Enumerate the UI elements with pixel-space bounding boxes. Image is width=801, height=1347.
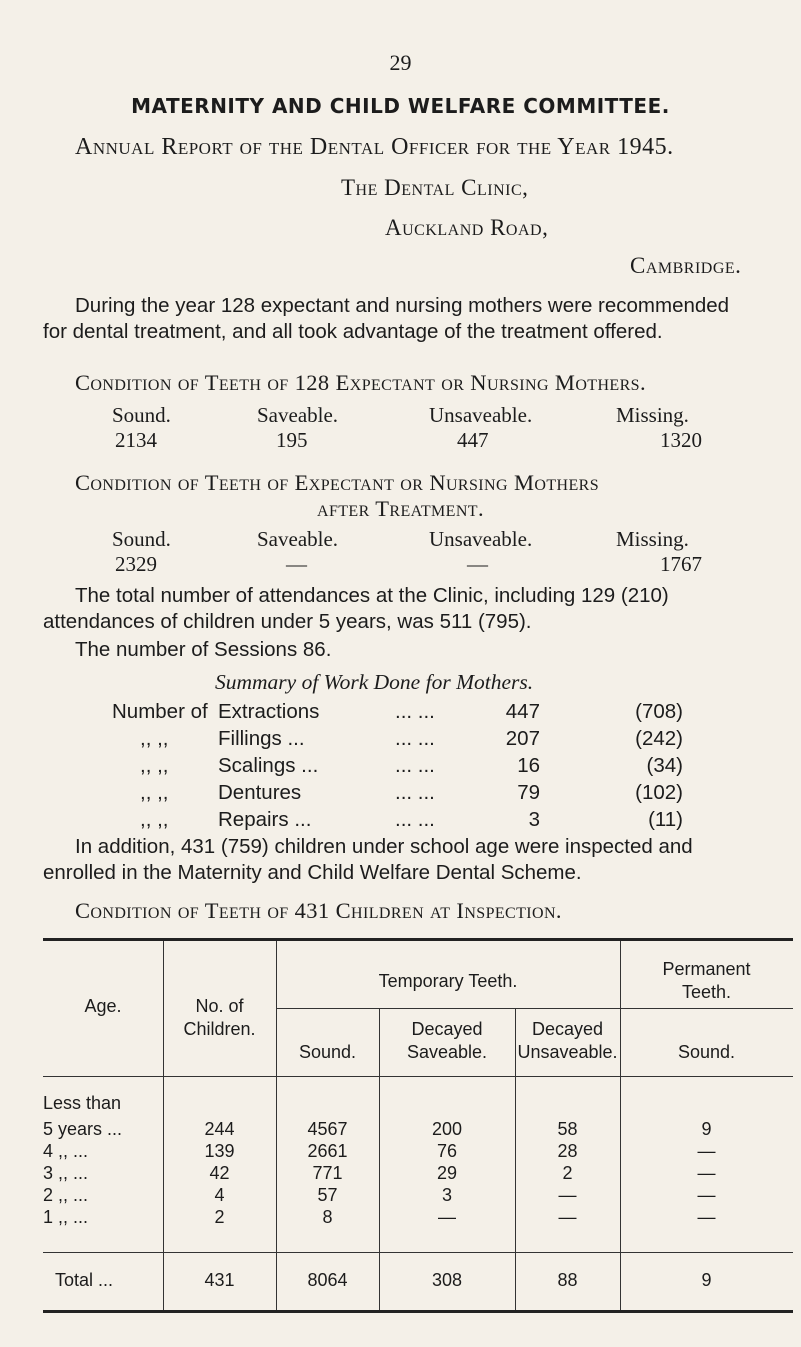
before-value-sound: 2134 — [115, 428, 157, 452]
after-label-missing: Missing. — [616, 527, 689, 551]
summary-item: Fillings ... — [218, 727, 305, 750]
sessions-line: The number of Sessions 86. — [75, 638, 332, 661]
summary-prefix: ,, ,, — [140, 808, 169, 831]
summary-item: Dentures — [218, 781, 302, 804]
summary-value: 447 — [505, 700, 540, 723]
summary-prev: (708) — [635, 700, 683, 723]
table-top-rule — [43, 938, 793, 941]
cell-age: 4 ,, ... — [43, 1141, 89, 1161]
cell-age: 5 years ... — [43, 1119, 123, 1139]
cell-total-label: Total ... — [55, 1270, 114, 1290]
before-label-saveable: Saveable. — [257, 403, 339, 427]
cell-sound: 771 — [312, 1163, 343, 1183]
cell-children: 139 — [204, 1141, 235, 1161]
summary-dots: ... ... — [395, 727, 435, 750]
after-value-missing: 1767 — [660, 552, 702, 576]
summary-value: 79 — [517, 781, 540, 804]
after-label-sound: Sound. — [112, 527, 171, 551]
after-label-saveable: Saveable. — [257, 527, 339, 551]
header-children-2: Children. — [183, 1019, 256, 1039]
after-value-sound: 2329 — [115, 552, 157, 576]
summary-prev: (11) — [648, 808, 683, 831]
page-number: 29 — [389, 50, 412, 75]
subheader-decayed-unsaveable-2: Unsaveable. — [517, 1042, 618, 1062]
cell-sound: 2661 — [307, 1141, 348, 1161]
condition-before-heading: Condition of Teeth of 128 Expectant or Nursing Mothers. — [75, 370, 646, 395]
cell-decayed-saveable: 3 — [441, 1185, 452, 1205]
summary-dots: ... ... — [395, 700, 435, 723]
cell-total-sound: 8064 — [307, 1270, 348, 1290]
cell-decayed-saveable: 200 — [431, 1119, 463, 1139]
cell-decayed-saveable: 76 — [436, 1141, 458, 1161]
after-label-unsaveable: Unsaveable. — [429, 527, 533, 551]
cell-age: 2 ,, ... — [43, 1185, 89, 1205]
cell-decayed-saveable: — — [438, 1207, 456, 1227]
subheader-decayed-saveable-2: Saveable. — [406, 1042, 488, 1062]
age-less-than: Less than — [43, 1093, 122, 1113]
header-children-1: No. of — [195, 996, 244, 1016]
cell-children: 42 — [209, 1163, 230, 1183]
condition-after-heading: Condition of Teeth of Expectant or Nursing Mothers — [75, 470, 599, 495]
cell-permanent-sound: — — [697, 1185, 716, 1205]
table-header-divider — [276, 1008, 793, 1009]
cell-sound: 4567 — [307, 1119, 348, 1139]
attendances-paragraph: The total number of attendances at the Clinic, including 129 (210) attendances of children under 5 years, was 511 (795). — [43, 584, 669, 633]
header-temporary-teeth: Temporary Teeth. — [378, 971, 518, 991]
summary-prev: (34) — [646, 754, 683, 777]
summary-dots: ... ... — [395, 808, 435, 831]
cell-decayed-unsaveable: 28 — [557, 1141, 578, 1161]
header-permanent-2: Teeth. — [681, 982, 732, 1002]
summary-value: 16 — [517, 754, 540, 777]
cell-total-permanent-sound: 9 — [701, 1270, 712, 1290]
summary-prev: (102) — [635, 781, 683, 804]
children-teeth-table — [43, 938, 793, 1313]
summary-dots: ... ... — [395, 781, 435, 804]
cell-decayed-unsaveable: — — [558, 1185, 577, 1205]
cell-children: 244 — [204, 1119, 235, 1139]
intro-paragraph: During the year 128 expectant and nursing mothers were recommended for dental treatment, and all took advantage of the treatment offered. — [43, 294, 730, 343]
table-header-bottom-rule — [43, 1076, 793, 1077]
cell-total-decayed-saveable: 308 — [431, 1270, 463, 1290]
after-value-unsaveable: — — [467, 552, 488, 576]
cell-decayed-unsaveable: 2 — [562, 1163, 573, 1183]
children-table-heading: Condition of Teeth of 431 Children at Inspection. — [75, 898, 562, 923]
subheader-permanent-sound: Sound. — [677, 1042, 736, 1062]
summary-item: Repairs ... — [218, 808, 312, 831]
condition-after-subheading: after Treatment. — [317, 496, 484, 521]
summary-title: Summary of Work Done for Mothers. — [215, 670, 534, 694]
before-label-unsaveable: Unsaveable. — [429, 403, 533, 427]
children-paragraph: In addition, 431 (759) children under school age were inspected and enrolled in the Maternity and Child Welfare Dental Scheme. — [43, 835, 693, 884]
report-subtitle: Annual Report of the Dental Officer for the Year 1945. — [75, 134, 674, 160]
subheader-sound: Sound. — [298, 1042, 357, 1062]
summary-dots: ... ... — [395, 754, 435, 777]
header-age: Age. — [84, 996, 122, 1016]
summary-item: Scalings ... — [218, 754, 319, 777]
before-value-saveable: 195 — [276, 428, 308, 452]
cell-permanent-sound: 9 — [701, 1119, 712, 1139]
cell-sound: 57 — [317, 1185, 338, 1205]
summary-item: Extractions — [218, 700, 320, 723]
summary-prev: (242) — [635, 727, 683, 750]
table-total-rule — [43, 1252, 793, 1253]
summary-prefix: Number of — [112, 700, 208, 723]
cell-sound: 8 — [322, 1207, 333, 1227]
header-permanent-1: Permanent — [662, 959, 751, 979]
cell-children: 2 — [214, 1207, 225, 1227]
cell-decayed-unsaveable: — — [558, 1207, 577, 1227]
cell-decayed-unsaveable: 58 — [557, 1119, 578, 1139]
subheader-decayed-unsaveable-1: Decayed — [531, 1019, 604, 1039]
summary-prefix: ,, ,, — [140, 754, 169, 777]
cell-decayed-saveable: 29 — [436, 1163, 458, 1183]
summary-prefix: ,, ,, — [140, 727, 169, 750]
address-line-3: Cambridge. — [630, 253, 742, 278]
cell-age: 3 ,, ... — [43, 1163, 89, 1183]
cell-permanent-sound: — — [697, 1207, 716, 1227]
table-bottom-rule — [43, 1310, 793, 1313]
before-value-unsaveable: 447 — [457, 428, 489, 452]
before-label-missing: Missing. — [616, 403, 689, 427]
summary-prefix: ,, ,, — [140, 781, 169, 804]
summary-value: 3 — [528, 808, 540, 831]
cell-permanent-sound: — — [697, 1163, 716, 1183]
after-value-saveable: — — [286, 552, 307, 576]
address-line-2: Auckland Road, — [385, 215, 549, 240]
before-label-sound: Sound. — [112, 403, 171, 427]
cell-children: 4 — [214, 1185, 225, 1205]
summary-value: 207 — [505, 727, 540, 750]
address-line-1: The Dental Clinic, — [341, 175, 529, 200]
before-value-missing: 1320 — [660, 428, 702, 452]
page-title: MATERNITY AND CHILD WELFARE COMMITTEE. — [131, 94, 670, 118]
subheader-decayed-saveable-1: Decayed — [411, 1019, 483, 1039]
cell-total-decayed-unsaveable: 88 — [557, 1270, 578, 1290]
cell-permanent-sound: — — [697, 1141, 716, 1161]
cell-total-children: 431 — [204, 1270, 235, 1290]
cell-age: 1 ,, ... — [43, 1207, 89, 1227]
